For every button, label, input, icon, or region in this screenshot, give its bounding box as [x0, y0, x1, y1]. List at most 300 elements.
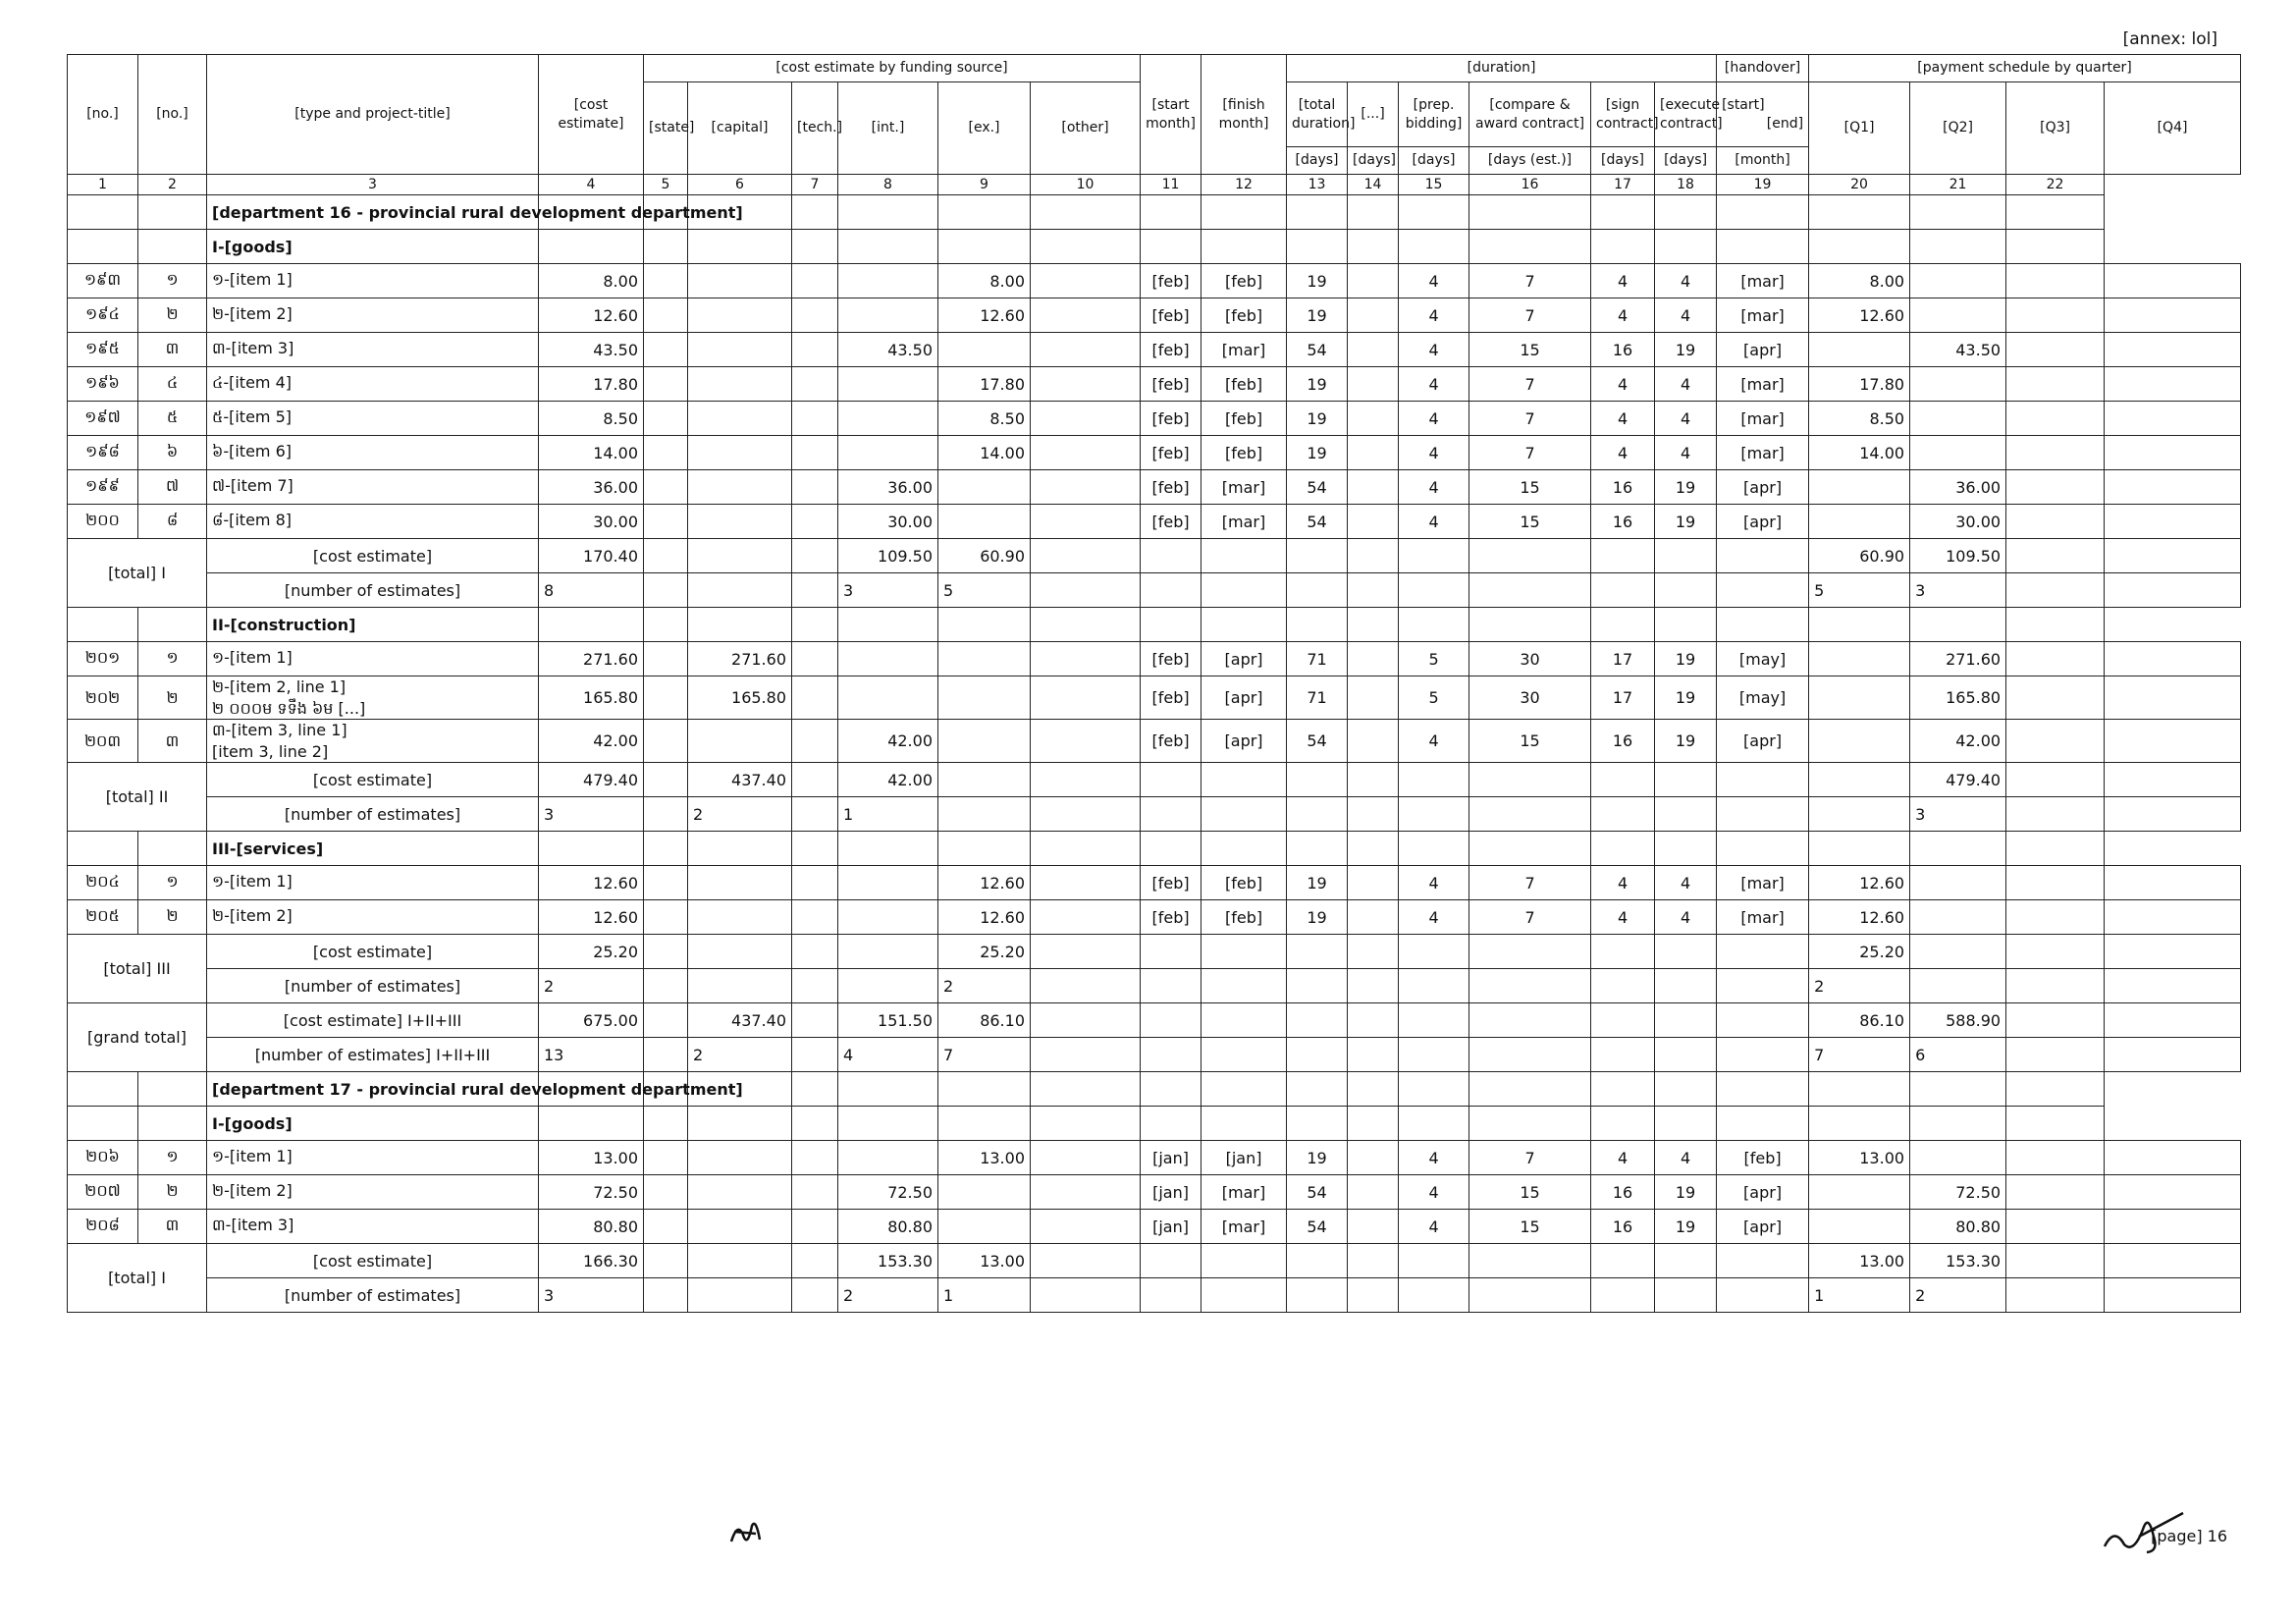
subtotal-cost: 166.30 — [539, 1244, 644, 1278]
row-int — [838, 367, 938, 402]
table-row — [68, 676, 2241, 720]
row-q1 — [1809, 333, 1910, 367]
row-evaluation: 15 — [1469, 720, 1591, 763]
row-start-month: [feb] — [1141, 720, 1201, 763]
subtotal-n_int: 2 — [838, 1278, 938, 1313]
row-q2 — [1910, 264, 2006, 298]
row-project-title — [207, 676, 539, 720]
row-signing: 16 — [1591, 720, 1655, 763]
row-title-line1: ៣-[item 3] — [212, 339, 294, 357]
row-start-month: [feb] — [1141, 436, 1201, 470]
subtotal-q2: 479.40 — [1910, 763, 2006, 797]
row-ex: 12.60 — [938, 866, 1031, 900]
row-bid-prep: 4 — [1399, 720, 1469, 763]
row-q1 — [1809, 676, 1910, 720]
row-project-title — [207, 866, 539, 900]
row-finish-month: [mar] — [1201, 1210, 1287, 1244]
table-row — [68, 1210, 2241, 1244]
subtotal-ex — [938, 763, 1031, 797]
row-int: 30.00 — [838, 505, 938, 539]
row-cost: 72.50 — [539, 1175, 644, 1210]
row-execution: 4 — [1655, 436, 1717, 470]
row-evaluation: 7 — [1469, 402, 1591, 436]
row-capital: 271.60 — [688, 642, 792, 676]
row-total-duration: 71 — [1287, 676, 1348, 720]
header-seq-b: [no.] — [138, 55, 207, 175]
subtotal-n_int: 1 — [838, 797, 938, 832]
row-title-line1: ១-[item 1] — [212, 872, 293, 892]
row-q2: 80.80 — [1910, 1210, 2006, 1244]
row-title-line1: ១-[item 1] — [212, 1147, 293, 1166]
column-number-17: 17 — [1591, 175, 1655, 195]
row-title-line1: ៤-[item 4] — [212, 373, 292, 392]
row-cost: 43.50 — [539, 333, 644, 367]
row-project-title — [207, 720, 539, 763]
column-number-18: 18 — [1655, 175, 1717, 195]
subtotal-cost-label: [cost estimate] — [207, 539, 539, 573]
row-signing: 4 — [1591, 367, 1655, 402]
group-title: II-[construction] — [207, 608, 539, 642]
row-project-title — [207, 436, 539, 470]
row-q1 — [1809, 1175, 1910, 1210]
row-ex: 14.00 — [938, 436, 1031, 470]
row-q1: 8.50 — [1809, 402, 1910, 436]
row-int — [838, 264, 938, 298]
header-duration-3: [compare & award contract] — [1469, 82, 1591, 147]
row-seq-a: ២០១ — [68, 642, 138, 676]
subtotal-int — [838, 935, 938, 969]
table-row — [68, 333, 2241, 367]
row-seq-a: ១៩៩ — [68, 470, 138, 505]
row-execution: 19 — [1655, 1175, 1717, 1210]
group-title: III-[services] — [207, 832, 539, 866]
header-duration-2: [prep. bidding] — [1399, 82, 1469, 147]
row-finish-month: [mar] — [1201, 505, 1287, 539]
subtotal-cost: 170.40 — [539, 539, 644, 573]
row-int — [838, 866, 938, 900]
row-int: 72.50 — [838, 1175, 938, 1210]
row-execution: 4 — [1655, 264, 1717, 298]
row-ex — [938, 1210, 1031, 1244]
row-total-duration: 19 — [1287, 402, 1348, 436]
row-project-title — [207, 1141, 539, 1175]
row-q1 — [1809, 505, 1910, 539]
row-evaluation: 15 — [1469, 333, 1591, 367]
row-capital — [688, 720, 792, 763]
row-q2 — [1910, 436, 2006, 470]
row-cost: 8.50 — [539, 402, 644, 436]
header-handover — [1717, 82, 1809, 147]
row-int: 80.80 — [838, 1210, 938, 1244]
row-bid-prep: 4 — [1399, 436, 1469, 470]
row-seq-b: ២ — [138, 900, 207, 935]
row-bid-prep: 4 — [1399, 1175, 1469, 1210]
row-signing: 16 — [1591, 1210, 1655, 1244]
row-handover-month: [mar] — [1717, 367, 1809, 402]
subtotal-row-count — [68, 1278, 2241, 1313]
header-duration-group: [duration] — [1287, 55, 1717, 82]
header-quarter-1: [Q1] — [1809, 82, 1910, 175]
row-cost: 12.60 — [539, 900, 644, 935]
table-row — [68, 900, 2241, 935]
row-bid-prep: 4 — [1399, 1210, 1469, 1244]
group-row — [68, 832, 2241, 866]
row-bid-prep: 4 — [1399, 298, 1469, 333]
table-row — [68, 720, 2241, 763]
group-row — [68, 608, 2241, 642]
row-title-line1: ១-[item 1] — [212, 648, 293, 667]
row-capital — [688, 1175, 792, 1210]
subtotal-int: 151.50 — [838, 1003, 938, 1038]
row-title-line1: ៥-[item 5] — [212, 407, 292, 426]
row-capital — [688, 1210, 792, 1244]
subtotal-count-label: [number of estimates] — [207, 797, 539, 832]
row-total-duration: 54 — [1287, 505, 1348, 539]
row-bid-prep: 5 — [1399, 676, 1469, 720]
row-q2 — [1910, 866, 2006, 900]
row-execution: 19 — [1655, 1210, 1717, 1244]
row-seq-b: ២ — [138, 298, 207, 333]
row-handover-month: [apr] — [1717, 1210, 1809, 1244]
subtotal-label: [total] I — [68, 1244, 207, 1313]
row-handover-month: [apr] — [1717, 505, 1809, 539]
row-evaluation: 7 — [1469, 1141, 1591, 1175]
section-row — [68, 195, 2241, 230]
subtotal-n-q1 — [1809, 797, 1910, 832]
row-int — [838, 298, 938, 333]
row-capital — [688, 866, 792, 900]
subtotal-n-q2: 6 — [1910, 1038, 2006, 1072]
row-evaluation: 15 — [1469, 470, 1591, 505]
row-seq-a: ១៩៦ — [68, 367, 138, 402]
header-funding-4: [ex.] — [938, 82, 1031, 175]
row-bid-prep: 4 — [1399, 505, 1469, 539]
subtotal-q2: 109.50 — [1910, 539, 2006, 573]
row-q2 — [1910, 900, 2006, 935]
column-number-11: 11 — [1141, 175, 1201, 195]
row-bid-prep: 4 — [1399, 367, 1469, 402]
header-funding-5: [other] — [1031, 82, 1141, 175]
row-handover-month: [may] — [1717, 676, 1809, 720]
table-header — [68, 55, 2241, 195]
row-q2: 36.00 — [1910, 470, 2006, 505]
section-row — [68, 1072, 2241, 1107]
row-cost: 13.00 — [539, 1141, 644, 1175]
subtotal-int: 153.30 — [838, 1244, 938, 1278]
row-seq-b: ២ — [138, 676, 207, 720]
row-handover-month: [apr] — [1717, 720, 1809, 763]
row-q1: 12.60 — [1809, 900, 1910, 935]
row-bid-prep: 4 — [1399, 1141, 1469, 1175]
row-q1 — [1809, 1210, 1910, 1244]
row-project-title — [207, 264, 539, 298]
row-q1 — [1809, 470, 1910, 505]
subtotal-label: [total] III — [68, 935, 207, 1003]
subtotal-row-count — [68, 797, 2241, 832]
row-handover-month: [mar] — [1717, 866, 1809, 900]
row-project-title — [207, 1210, 539, 1244]
header-duration-unit-2: [days] — [1399, 147, 1469, 175]
row-seq-b: ១ — [138, 642, 207, 676]
table-row — [68, 1141, 2241, 1175]
row-q1: 13.00 — [1809, 1141, 1910, 1175]
header-handover-group: [handover] — [1717, 55, 1809, 82]
subtotal-cap — [688, 1244, 792, 1278]
row-total-duration: 19 — [1287, 900, 1348, 935]
row-start-month: [feb] — [1141, 505, 1201, 539]
row-total-duration: 19 — [1287, 436, 1348, 470]
row-cost: 14.00 — [539, 436, 644, 470]
column-number-19: 19 — [1717, 175, 1809, 195]
row-finish-month: [feb] — [1201, 298, 1287, 333]
column-number-20: 20 — [1809, 175, 1910, 195]
row-execution: 4 — [1655, 1141, 1717, 1175]
row-evaluation: 30 — [1469, 676, 1591, 720]
subtotal-ex: 13.00 — [938, 1244, 1031, 1278]
subtotal-count-label: [number of estimates] — [207, 969, 539, 1003]
row-ex — [938, 642, 1031, 676]
row-bid-prep: 4 — [1399, 900, 1469, 935]
column-number-7: 7 — [792, 175, 838, 195]
subtotal-label: [total] II — [68, 763, 207, 832]
subtotal-row-count — [68, 573, 2241, 608]
subtotal-n_cap: 2 — [688, 1038, 792, 1072]
row-project-title — [207, 900, 539, 935]
page-number: [page] 16 — [2151, 1527, 2227, 1545]
row-int: 42.00 — [838, 720, 938, 763]
row-q2: 165.80 — [1910, 676, 2006, 720]
header-type: [type and project-title] — [207, 55, 539, 175]
row-ex — [938, 505, 1031, 539]
row-seq-b: ៥ — [138, 402, 207, 436]
subtotal-n_int: 3 — [838, 573, 938, 608]
row-execution: 19 — [1655, 470, 1717, 505]
header-payment-group: [payment schedule by quarter] — [1809, 55, 2241, 82]
row-evaluation: 7 — [1469, 367, 1591, 402]
table-row — [68, 402, 2241, 436]
row-seq-b: ៨ — [138, 505, 207, 539]
subtotal-int: 42.00 — [838, 763, 938, 797]
row-total-duration: 71 — [1287, 642, 1348, 676]
row-seq-a: ១៩៤ — [68, 298, 138, 333]
row-signing: 4 — [1591, 402, 1655, 436]
row-handover-month: [apr] — [1717, 470, 1809, 505]
row-execution: 19 — [1655, 720, 1717, 763]
row-seq-a: ២០៦ — [68, 1141, 138, 1175]
header-duration-0: [total duration] — [1287, 82, 1348, 147]
row-seq-b: ៧ — [138, 470, 207, 505]
header-funding-1: [capital] — [688, 82, 792, 175]
subtotal-ex: 25.20 — [938, 935, 1031, 969]
column-number-16: 16 — [1469, 175, 1591, 195]
header-start-month: [start month] — [1141, 55, 1201, 175]
row-evaluation: 15 — [1469, 1175, 1591, 1210]
row-total-duration: 54 — [1287, 470, 1348, 505]
row-evaluation: 7 — [1469, 264, 1591, 298]
row-int — [838, 436, 938, 470]
column-number-14: 14 — [1348, 175, 1399, 195]
row-finish-month: [mar] — [1201, 1175, 1287, 1210]
header-funding-3: [int.] — [838, 82, 938, 175]
row-cost: 42.00 — [539, 720, 644, 763]
row-q1 — [1809, 642, 1910, 676]
row-q1: 12.60 — [1809, 866, 1910, 900]
subtotal-q1 — [1809, 763, 1910, 797]
row-ex — [938, 720, 1031, 763]
row-q2 — [1910, 298, 2006, 333]
group-row — [68, 1107, 2241, 1141]
row-execution: 4 — [1655, 402, 1717, 436]
row-signing: 4 — [1591, 436, 1655, 470]
row-bid-prep: 4 — [1399, 470, 1469, 505]
column-number-13: 13 — [1287, 175, 1348, 195]
row-handover-month: [mar] — [1717, 900, 1809, 935]
row-project-title — [207, 367, 539, 402]
row-capital — [688, 333, 792, 367]
row-finish-month: [feb] — [1201, 367, 1287, 402]
row-start-month: [feb] — [1141, 642, 1201, 676]
subtotal-n-q1: 2 — [1809, 969, 1910, 1003]
subtotal-n_cost: 3 — [539, 797, 644, 832]
group-title: I-[goods] — [207, 1107, 539, 1141]
row-handover-month: [mar] — [1717, 298, 1809, 333]
row-seq-a: ២០៤ — [68, 866, 138, 900]
row-ex: 13.00 — [938, 1141, 1031, 1175]
column-number-8: 8 — [838, 175, 938, 195]
subtotal-q1: 25.20 — [1809, 935, 1910, 969]
row-q2: 30.00 — [1910, 505, 2006, 539]
row-capital — [688, 470, 792, 505]
row-total-duration: 19 — [1287, 264, 1348, 298]
row-cost: 17.80 — [539, 367, 644, 402]
row-start-month: [feb] — [1141, 676, 1201, 720]
row-finish-month: [feb] — [1201, 402, 1287, 436]
table-row — [68, 264, 2241, 298]
row-total-duration: 19 — [1287, 1141, 1348, 1175]
row-handover-month: [mar] — [1717, 402, 1809, 436]
row-title-line1: ២-[item 2] — [212, 304, 293, 323]
row-ex: 12.60 — [938, 298, 1031, 333]
row-int — [838, 642, 938, 676]
row-project-title — [207, 402, 539, 436]
header-seq-a: [no.] — [68, 55, 138, 175]
subtotal-n-q2: 3 — [1910, 797, 2006, 832]
subtotal-n-q2: 3 — [1910, 573, 2006, 608]
subtotal-label: [grand total] — [68, 1003, 207, 1072]
row-title-line1: ១-[item 1] — [212, 270, 293, 289]
subtotal-ex: 86.10 — [938, 1003, 1031, 1038]
row-cost: 12.60 — [539, 866, 644, 900]
row-execution: 19 — [1655, 333, 1717, 367]
row-seq-a: ១៩៨ — [68, 436, 138, 470]
subtotal-n_ex: 7 — [938, 1038, 1031, 1072]
subtotal-cost-label: [cost estimate] — [207, 763, 539, 797]
row-signing: 17 — [1591, 676, 1655, 720]
row-signing: 16 — [1591, 1175, 1655, 1210]
subtotal-cap: 437.40 — [688, 1003, 792, 1038]
subtotal-q1: 60.90 — [1809, 539, 1910, 573]
row-seq-b: ៤ — [138, 367, 207, 402]
subtotal-n-q1: 5 — [1809, 573, 1910, 608]
procurement-plan-table — [67, 54, 2241, 1313]
row-q2: 43.50 — [1910, 333, 2006, 367]
row-execution: 4 — [1655, 367, 1717, 402]
subtotal-row-cost — [68, 1244, 2241, 1278]
row-title-line1: ២-[item 2] — [212, 1181, 293, 1201]
subtotal-n_cap: 2 — [688, 797, 792, 832]
column-number-3: 3 — [207, 175, 539, 195]
row-finish-month: [jan] — [1201, 1141, 1287, 1175]
row-capital: 165.80 — [688, 676, 792, 720]
row-project-title — [207, 642, 539, 676]
row-ex — [938, 470, 1031, 505]
row-handover-month: [apr] — [1717, 1175, 1809, 1210]
subtotal-n_cost: 13 — [539, 1038, 644, 1072]
subtotal-label: [total] I — [68, 539, 207, 608]
subtotal-cost: 25.20 — [539, 935, 644, 969]
row-seq-a: ២០០ — [68, 505, 138, 539]
subtotal-q2: 153.30 — [1910, 1244, 2006, 1278]
row-title-line1: ៣-[item 3] — [212, 1216, 294, 1235]
row-start-month: [feb] — [1141, 866, 1201, 900]
row-total-duration: 54 — [1287, 333, 1348, 367]
row-seq-a: ១៩៥ — [68, 333, 138, 367]
row-handover-month: [feb] — [1717, 1141, 1809, 1175]
row-execution: 4 — [1655, 900, 1717, 935]
column-number-15: 15 — [1399, 175, 1469, 195]
row-capital — [688, 298, 792, 333]
subtotal-row-count — [68, 969, 2241, 1003]
subtotal-cost: 479.40 — [539, 763, 644, 797]
subtotal-count-label: [number of estimates] I+II+III — [207, 1038, 539, 1072]
page-label: [annex: lol] — [2122, 29, 2217, 49]
subtotal-cost-label: [cost estimate] — [207, 935, 539, 969]
row-signing: 16 — [1591, 470, 1655, 505]
row-seq-a: ១៩៧ — [68, 402, 138, 436]
row-start-month: [feb] — [1141, 402, 1201, 436]
row-capital — [688, 367, 792, 402]
row-evaluation: 30 — [1469, 642, 1591, 676]
header-duration-unit-3: [days (est.)] — [1469, 147, 1591, 175]
row-q2 — [1910, 1141, 2006, 1175]
row-handover-month: [mar] — [1717, 436, 1809, 470]
row-title-line1: ៦-[item 6] — [212, 442, 292, 460]
row-int — [838, 1141, 938, 1175]
row-signing: 4 — [1591, 1141, 1655, 1175]
table-row — [68, 1175, 2241, 1210]
row-q2: 72.50 — [1910, 1175, 2006, 1210]
subtotal-n_cost: 3 — [539, 1278, 644, 1313]
subtotal-n_cap — [688, 969, 792, 1003]
row-seq-a: ១៩៣ — [68, 264, 138, 298]
row-start-month: [feb] — [1141, 470, 1201, 505]
subtotal-int: 109.50 — [838, 539, 938, 573]
table-row — [68, 367, 2241, 402]
subtotal-n-q2: 2 — [1910, 1278, 2006, 1313]
subtotal-n_cost: 2 — [539, 969, 644, 1003]
row-capital — [688, 1141, 792, 1175]
row-project-title — [207, 1175, 539, 1210]
row-seq-b: ៣ — [138, 333, 207, 367]
row-handover-month: [mar] — [1717, 264, 1809, 298]
row-bid-prep: 4 — [1399, 866, 1469, 900]
row-q2: 271.60 — [1910, 642, 2006, 676]
row-execution: 4 — [1655, 298, 1717, 333]
row-execution: 19 — [1655, 505, 1717, 539]
row-execution: 4 — [1655, 866, 1717, 900]
row-project-title — [207, 505, 539, 539]
row-title-line1: ២-[item 2, line 1] — [212, 677, 347, 696]
